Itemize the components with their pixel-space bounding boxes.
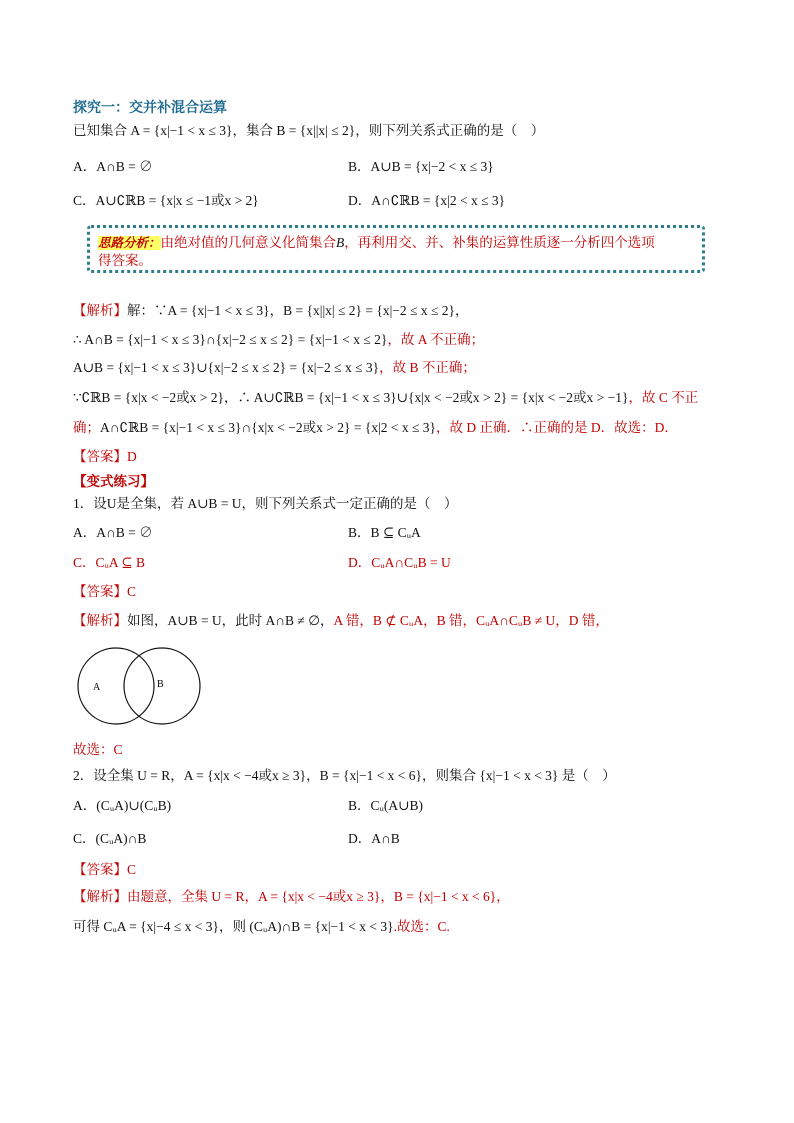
q1-analysis-text-b: A 错，B ⊄ CᵤA，B 错，CᵤA∩CᵤB ≠ U，D 错， bbox=[333, 613, 609, 628]
q2-option-c: C．(CᵤA)∩B bbox=[73, 831, 147, 846]
solution-text-3b: ，故 B 不正确； bbox=[379, 360, 476, 375]
idea-text-2: ，再利用交、并、补集的运算性质逐一分析四个选项 bbox=[344, 235, 655, 250]
ex1-option-a: A．A∩B = ∅ bbox=[73, 159, 153, 174]
ex1-solution-line-3 bbox=[73, 359, 476, 377]
ex1-stem: 已知集合 A = {x|−1 < x ≤ 3}，集合 B = {x||x| ≤ 2}，则下列关系式正确的是（ ） bbox=[73, 123, 545, 138]
q1-option-d: D．CᵤA∩CᵤB = U bbox=[348, 555, 451, 570]
q2-analysis-line-2 bbox=[73, 918, 450, 936]
q1-stem: 1．设U是全集，若 A∪B = U，则下列关系式一定正确的是（ ） bbox=[73, 496, 458, 511]
section-title: 探究一：交并补混合运算 bbox=[73, 99, 227, 115]
venn-circle-a bbox=[78, 648, 154, 724]
idea-text-3: 得答案。 bbox=[98, 253, 152, 268]
q2-answer-value: C bbox=[127, 862, 137, 877]
idea-text-1: 由绝对值的几何意义化简集合 bbox=[160, 235, 337, 250]
q2-stem: 2．设全集 U = R，A = {x|x < −4或x ≥ 3}，B = {x|−1 < x < 6}，则集合 {x|−1 < x < 3} 是（ ） bbox=[73, 768, 616, 783]
q2-analysis-text-2a: 可得 CᵤA = {x|−4 ≤ x < 3}，则 (CᵤA)∩B = {x|−1 < x < 3} bbox=[73, 919, 394, 934]
idea-set-b: B bbox=[336, 235, 345, 250]
q1-answer-value: C bbox=[127, 584, 137, 599]
q2-answer bbox=[73, 861, 136, 879]
solution-text-2b: ，故 A 不正确； bbox=[387, 332, 485, 347]
q1-answer bbox=[73, 583, 136, 601]
solution-text-4a: ∵∁ℝB = {x|x < −2或x > 2}，∴ A∪∁ℝB = {x|−1 < x ≤ 3}∪{x|x < −2或x > 2} = {x|x < −2或x > −1} bbox=[73, 390, 629, 405]
ex1-option-c: C．A∪∁ℝB = {x|x ≤ −1或x > 2} bbox=[73, 193, 259, 208]
q2-analysis-text-1: 由题意，全集 U = R，A = {x|x < −4或x ≥ 3}，B = {x|−1 < x < 6}， bbox=[127, 889, 510, 904]
solution-text-3a: A∪B = {x|−1 < x ≤ 3}∪{x|−2 ≤ x ≤ 2} = {x|−2 ≤ x ≤ 3} bbox=[73, 360, 380, 375]
idea-label: 思路分析： bbox=[98, 236, 161, 250]
ex1-option-d: D．A∩∁ℝB = {x|2 < x ≤ 3} bbox=[348, 193, 506, 208]
solution-text-2a: ∴ A∩B = {x|−1 < x ≤ 3}∩{x|−2 ≤ x ≤ 2} = {x|−1 < x ≤ 2} bbox=[73, 332, 388, 347]
venn-diagram bbox=[76, 645, 204, 729]
ex1-solution-line-2 bbox=[73, 331, 484, 349]
q1-option-b: B．B ⊆ CᵤA bbox=[348, 525, 421, 540]
venn-label-b: B bbox=[157, 679, 164, 690]
q2-option-a: A．(CᵤA)∪(CᵤB) bbox=[73, 798, 172, 813]
answer-value: D bbox=[127, 449, 137, 464]
ex1-option-b: B．A∪B = {x|−2 < x ≤ 3} bbox=[348, 159, 494, 174]
solution-text-5c: ，故 D 正确．∴正确的是 D．故选：D． bbox=[436, 420, 678, 435]
q2-analysis-label: 【解析】 bbox=[73, 889, 127, 904]
solution-text-4b: ，故 C 不正 bbox=[628, 390, 699, 405]
ex1-answer bbox=[73, 448, 137, 466]
q2-answer-label: 【答案】 bbox=[73, 862, 127, 877]
solution-text-1: 解：∵A = {x|−1 < x ≤ 3}，B = {x||x| ≤ 2} = {x|−2 ≤ x ≤ 2}， bbox=[127, 303, 469, 318]
ex1-solution-line-1 bbox=[73, 302, 468, 320]
idea-box bbox=[87, 225, 705, 273]
ex1-solution-line-4 bbox=[73, 389, 698, 407]
q1-option-a: A．A∩B = ∅ bbox=[73, 525, 153, 540]
q2-analysis-text-2b: .故选：C. bbox=[393, 919, 450, 934]
q1-analysis-label: 【解析】 bbox=[73, 613, 127, 628]
solution-text-5a: 确； bbox=[73, 420, 100, 435]
q1-analysis bbox=[73, 612, 609, 630]
solution-text-5b: A∩∁ℝB = {x|−1 < x ≤ 3}∩{x|x < −2或x > 2} = {x|2 < x ≤ 3} bbox=[100, 420, 437, 435]
ex1-solution-line-5 bbox=[73, 419, 678, 437]
variant-title: 【变式练习】 bbox=[73, 474, 154, 489]
q1-choose: 故选：C bbox=[73, 742, 123, 757]
venn-label-a: A bbox=[93, 682, 101, 693]
analysis-label: 【解析】 bbox=[73, 303, 127, 318]
q1-analysis-text-a: 如图，A∪B = U，此时 A∩B ≠ ∅， bbox=[127, 613, 334, 628]
q2-option-d: D．A∩B bbox=[348, 831, 400, 846]
q2-option-b: B．Cᵤ(A∪B) bbox=[348, 798, 423, 813]
answer-label: 【答案】 bbox=[73, 449, 127, 464]
q1-answer-label: 【答案】 bbox=[73, 584, 127, 599]
q2-analysis-line-1 bbox=[73, 888, 510, 906]
q1-option-c: C．CᵤA ⊆ B bbox=[73, 555, 146, 570]
